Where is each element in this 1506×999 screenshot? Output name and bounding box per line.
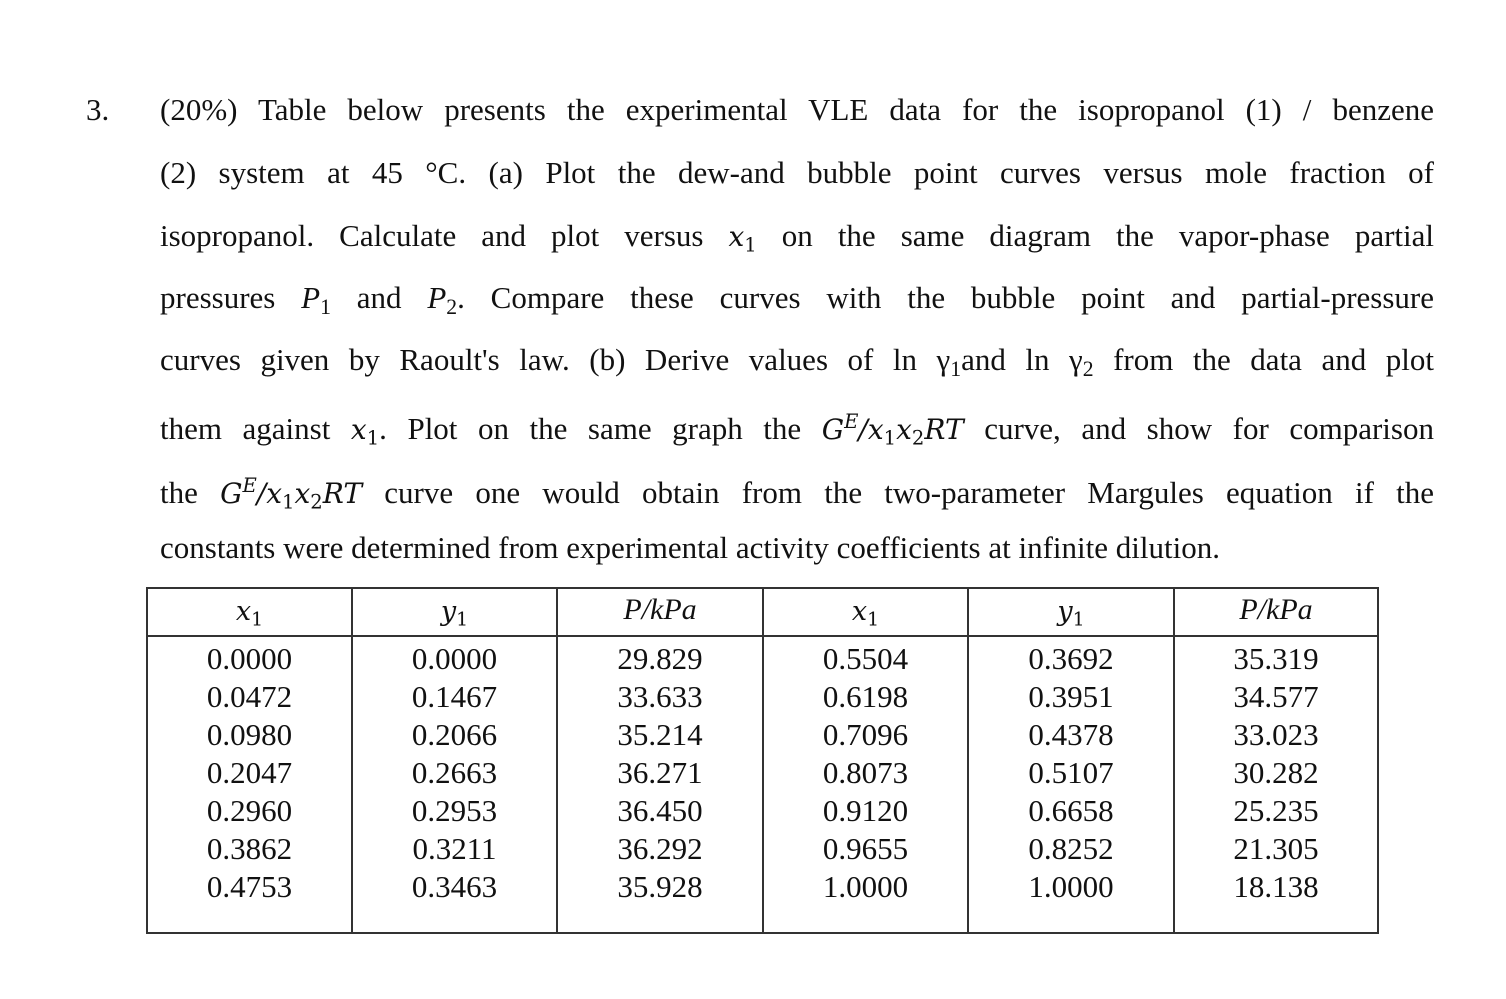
problem-line-7: [160, 466, 1434, 522]
table-cell: 0.5107: [1028, 755, 1114, 790]
table-cell: 0.0000: [206, 641, 293, 676]
table-cell: 0.8252: [1028, 831, 1114, 866]
problem-line-2: [160, 153, 1434, 193]
line-4-before: pressures: [160, 280, 302, 315]
header-x1: $x_1$: [851, 596, 880, 631]
column-cells: [353, 640, 556, 906]
table-cell: 35.928: [617, 869, 703, 904]
table-cell: 0.3951: [1028, 679, 1114, 714]
x1-symbol-2: $x_1$: [350, 412, 380, 450]
table-cell: 0.3463: [411, 869, 498, 904]
table-cell: 0.3692: [1028, 641, 1114, 676]
problem-line-3: [160, 216, 1434, 265]
problem-line-4: [160, 278, 1434, 327]
table-cell: 0.3862: [206, 831, 293, 866]
column-y1-left: [353, 589, 556, 932]
gamma1-subscript: 1: [950, 357, 962, 382]
table-cell: 29.829: [617, 641, 703, 676]
table-cell: 0.8073: [822, 755, 909, 790]
table-cell: 30.282: [1233, 755, 1319, 790]
problem-line-5: [160, 340, 1434, 389]
table-cell: 36.292: [617, 831, 703, 866]
table-cell: 0.7096: [822, 717, 909, 752]
line-2-text: (2) system at 45 °C. (a) Plot the dew-and bubble point curves versus mole fraction of: [160, 155, 1434, 190]
table-cell: 25.235: [1233, 793, 1319, 828]
table-cell: 35.214: [617, 717, 703, 752]
column-cells: [148, 640, 351, 906]
table-cell: 0.9655: [822, 831, 909, 866]
table-cell: 21.305: [1233, 831, 1319, 866]
problem-number: 3.: [86, 92, 110, 127]
header-y1: $y_1$: [440, 596, 469, 631]
x1-symbol: $x_1$: [728, 220, 757, 257]
gamma2-subscript: 2: [1082, 357, 1094, 382]
line-5-before: curves given by Raoult's law. (b) Derive values of ln γ: [160, 342, 951, 377]
line-6-after: curve, and show for comparison: [963, 410, 1434, 446]
table-cell: 35.319: [1233, 641, 1319, 676]
table-cell: 0.3211: [412, 831, 497, 866]
ge-expression: $G^E/x_1x_2RT$: [821, 410, 964, 450]
table-cell: 33.633: [617, 679, 703, 714]
table-cell: 0.2047: [206, 755, 293, 790]
table-cell: 1.0000: [822, 869, 909, 904]
column-x1-right: [764, 589, 967, 932]
table-cell: 0.6658: [1028, 793, 1114, 828]
table-cell: 1.0000: [1028, 869, 1114, 904]
line-7-before: the: [160, 474, 221, 510]
column-cells: [764, 640, 967, 906]
line-8-text: constants were determined from experimental activity coefficients at infinite dilution.: [160, 530, 1220, 565]
line-5-mid: and ln γ: [961, 342, 1083, 377]
line-4-mid: and: [330, 280, 428, 315]
table-cell: 34.577: [1233, 679, 1319, 714]
column-cells: [969, 640, 1173, 906]
table-cell: 0.6198: [822, 679, 909, 714]
header-pressure: P/kPa: [1239, 593, 1313, 626]
header-pressure: P/kPa: [623, 593, 697, 626]
column-cells: [558, 640, 762, 906]
line-3-after: on the same diagram the vapor-phase partial: [756, 218, 1434, 253]
p1-symbol: $P_1$: [301, 280, 331, 320]
table-cell: 18.138: [1233, 869, 1319, 904]
column-pressure-right: [1175, 589, 1377, 932]
column-cells: [1175, 640, 1377, 906]
table-cell: 0.0472: [206, 679, 293, 714]
line-4-after: . Compare these curves with the bubble point and partial-pressure: [457, 280, 1434, 315]
line-6-mid: . Plot on the same graph the: [379, 410, 822, 446]
problem-line-1: [160, 90, 1434, 130]
table-cell: 0.2953: [411, 793, 498, 828]
problem-line-6: [160, 402, 1434, 458]
problem-line-8: [160, 528, 1434, 568]
header-y1: $y_1$: [1057, 596, 1085, 631]
line-7-after: curve one would obtain from the two-parameter Margules equation if the: [362, 474, 1435, 510]
p2-symbol: $P_2$: [427, 280, 458, 320]
table-cell: 0.5504: [822, 641, 909, 676]
column-x1-left: [148, 589, 351, 932]
column-y1-right: [969, 589, 1173, 932]
table-cell: 0.2066: [411, 717, 498, 752]
table-cell: 0.4753: [206, 869, 293, 904]
table-cell: 0.2960: [206, 793, 293, 828]
ge-expression-2: $G^E/x_1x_2RT$: [220, 474, 363, 514]
vle-data-table: [146, 587, 1379, 934]
table-cell: 0.2663: [411, 755, 498, 790]
header-x1: $x_1$: [235, 596, 264, 631]
line-5-after: from the data and plot: [1093, 342, 1434, 377]
table-cell: 0.0000: [411, 641, 498, 676]
table-cell: 36.450: [617, 793, 703, 828]
table-cell: 36.271: [617, 755, 703, 790]
line-6-before: them against: [160, 410, 351, 446]
line-1-text: (20%) Table below presents the experimental VLE data for the isopropanol (1) / benzene: [160, 92, 1434, 127]
table-cell: 0.0980: [206, 717, 293, 752]
column-pressure-left: [558, 589, 762, 932]
table-cell: 33.023: [1233, 717, 1319, 752]
table-cell: 0.4378: [1028, 717, 1114, 752]
line-3-before: isopropanol. Calculate and plot versus: [160, 218, 729, 253]
table-cell: 0.1467: [411, 679, 498, 714]
table-cell: 0.9120: [822, 793, 909, 828]
